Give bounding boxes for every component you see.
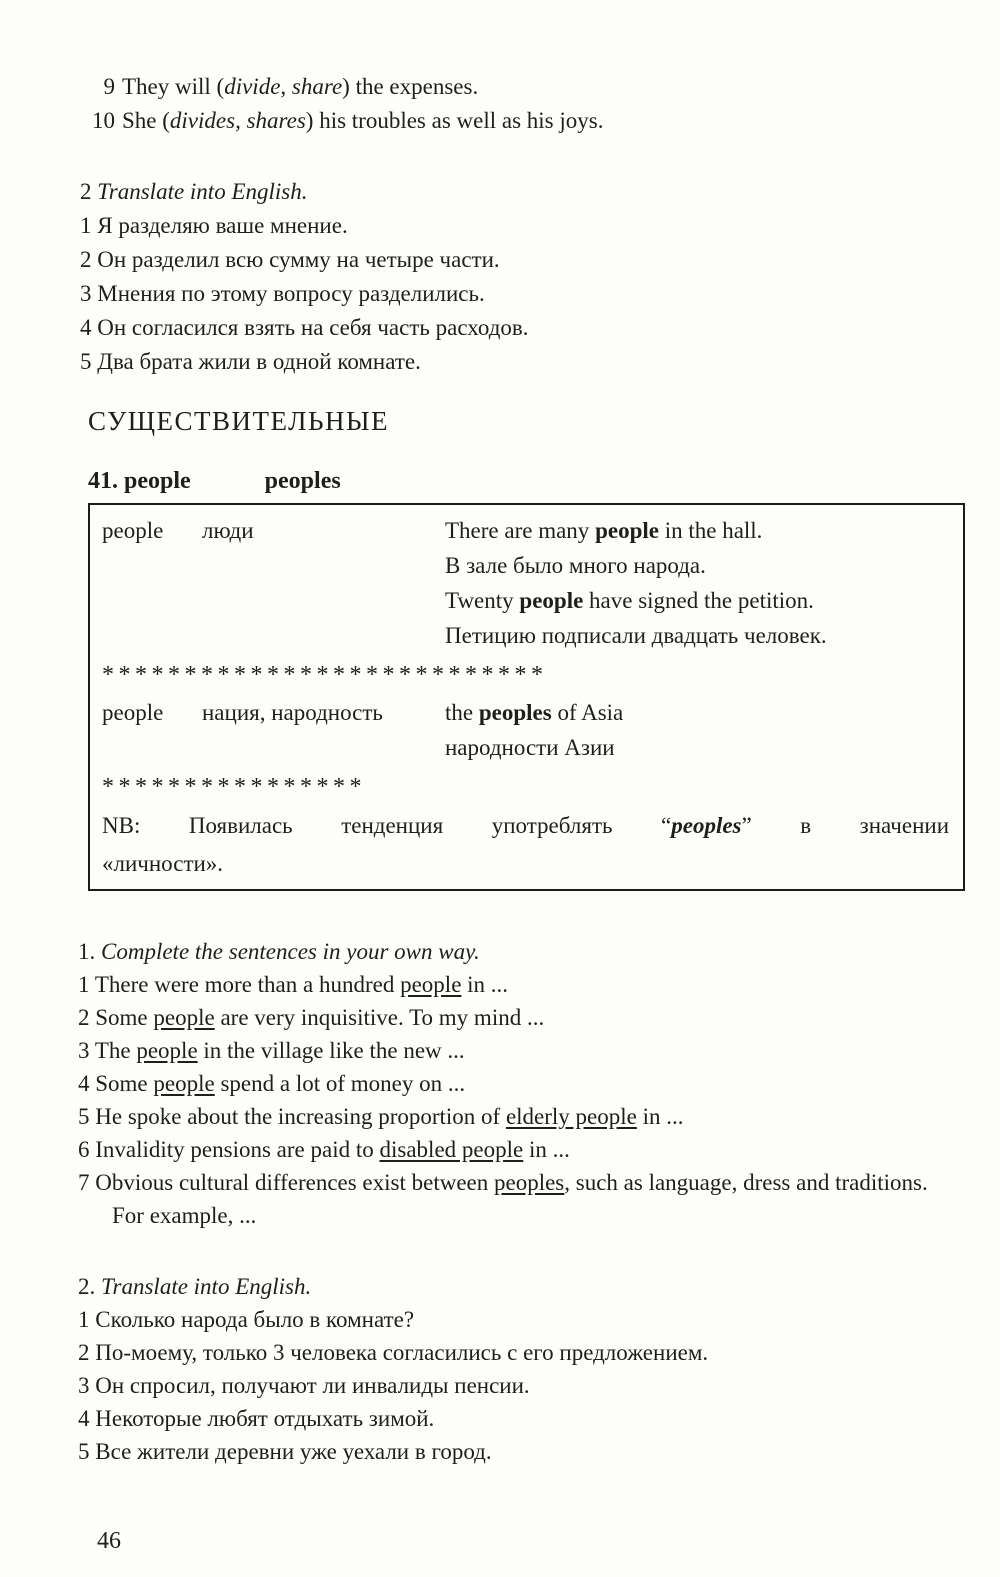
section-title: СУЩЕСТВИТЕЛЬНЫЕ <box>88 406 389 436</box>
exercise-item: 1 Сколько народа было в комнате? <box>78 1307 415 1332</box>
page-number: 46 <box>97 1528 121 1554</box>
exercise-item: 4 Он согласился взять на себя часть расходов. <box>80 315 529 340</box>
box-translation: нация, народность <box>202 700 383 725</box>
box-translation: люди <box>202 518 254 543</box>
exercise-item: 2 По-моему, только 3 человека согласились с его предложением. <box>78 1340 709 1365</box>
grammar-box-row <box>102 695 949 765</box>
box-word: people <box>102 700 164 725</box>
exercise-1 <box>78 935 958 1232</box>
exercise-item: 7 Obvious cultural differences exist between peoples, such as language, dress and traditions. For example, ... <box>78 1170 928 1228</box>
exercise-item: 4 Some people spend a lot of money on ... <box>78 1071 466 1096</box>
item-number: 10 <box>92 108 115 133</box>
box-example: the peoples of Asia <box>445 700 624 725</box>
separator-stars: *************************** <box>102 662 548 688</box>
choose-word-exercise-tail <box>70 0 1000 138</box>
grammar-box <box>88 503 965 891</box>
item-text: She (divides, shares) his troubles as well as his joys. <box>122 108 604 133</box>
exercise-item: 5 Все жители деревни уже уехали в город. <box>78 1439 492 1464</box>
exercise-item: 3 Он спросил, получают ли инвалиды пенсии. <box>78 1373 530 1398</box>
exercise-heading: 1. Complete the sentences in your own way. <box>78 939 480 964</box>
exercise-heading: 2. Translate into English. <box>78 1274 312 1299</box>
box-word: people <box>102 518 164 543</box>
exercise-item: 6 Invalidity pensions are paid to disabled people in ... <box>78 1137 570 1162</box>
exercise-item: 5 Два брата жили в одной комнате. <box>80 349 421 374</box>
exercise-item: 2 Some people are very inquisitive. To my mind ... <box>78 1005 545 1030</box>
entry-number: 41. <box>88 468 118 494</box>
nb-note: NB: Появилась тенденция употреблять “peoples” в значении «личности». <box>102 813 950 876</box>
exercise-item: 5 He spoke about the increasing proportion of elderly people in ... <box>78 1104 684 1129</box>
separator-stars: **************** <box>102 774 366 800</box>
item-text: They will (divide, share) the expenses. <box>122 74 479 99</box>
exercise-item: 1 There were more than a hundred people in ... <box>78 972 509 997</box>
box-examples <box>445 513 949 653</box>
exercise-item <box>70 104 1000 138</box>
exercise-item: 1 Я разделяю ваше мнение. <box>80 213 348 238</box>
entry-heading <box>88 467 1000 495</box>
entry-word-singular: people <box>124 468 191 494</box>
exercise-item: 2 Он разделил всю сумму на четыре части. <box>80 247 500 272</box>
entry-word-plural: peoples <box>264 468 341 494</box>
exercise-item: 3 Мнения по этому вопросу разделились. <box>80 281 485 306</box>
exercise-item: 3 The people in the village like the new ... <box>78 1038 465 1063</box>
exercise-item <box>70 70 1000 104</box>
box-example: There are many people in the hall. <box>445 518 763 543</box>
translate-exercise <box>80 175 1000 379</box>
box-examples <box>445 695 949 765</box>
grammar-box-row <box>102 513 949 653</box>
box-example: Петицию подписали двадцать человек. <box>445 623 827 648</box>
item-number: 9 <box>103 74 115 99</box>
exercise-2 <box>78 1270 958 1468</box>
box-example: народности Азии <box>445 735 615 760</box>
box-example: В зале было много народа. <box>445 553 706 578</box>
box-example: Twenty people have signed the petition. <box>445 588 814 613</box>
exercise-heading: 2 Translate into English. <box>80 179 308 204</box>
exercise-item: 4 Некоторые любят отдыхать зимой. <box>78 1406 435 1431</box>
